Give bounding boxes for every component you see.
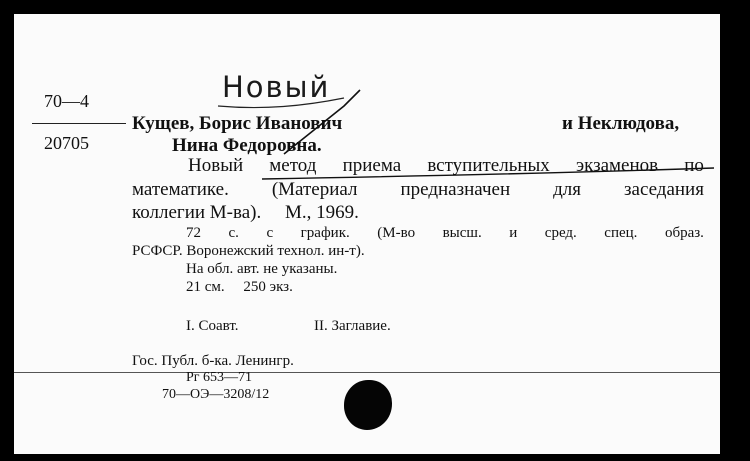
library-line: Гос. Публ. б-ка. Ленингр. [132, 353, 294, 369]
title-word: по [684, 155, 704, 176]
title-line-2 [132, 180, 704, 199]
call-number-bottom: 20705 [44, 133, 89, 153]
author-line-2: Нина Федоровна. [172, 135, 322, 156]
catalog-card [14, 14, 720, 454]
control-code-2: 70—ОЭ—3208/12 [162, 387, 270, 402]
title-word: математике. [132, 179, 229, 200]
title-word: приема [342, 155, 402, 176]
control-code-1: Рг 653—71 [186, 370, 253, 385]
title-word: предназначен [400, 179, 511, 200]
desc-word: с [266, 225, 274, 241]
title-word: (Материал [271, 179, 358, 200]
desc-word: 72 [186, 225, 201, 241]
title-word: вступительных [427, 155, 550, 176]
tracing-title: II. Заглавие. [314, 318, 391, 334]
description-line-3: На обл. авт. не указаны. [186, 261, 338, 277]
title-word: Новый [188, 155, 244, 176]
author-line-left: Кущев, Борис Иванович [132, 113, 343, 134]
desc-word: с. [228, 225, 239, 241]
desc-word: спец. [604, 225, 638, 241]
title-word: заседания [624, 179, 704, 200]
call-number-divider [32, 123, 126, 124]
desc-word: образ. [664, 225, 704, 241]
desc-word: и [509, 225, 518, 241]
title-word: метод [269, 155, 317, 176]
handwritten-note: Новый [222, 70, 331, 104]
card-bottom-rule [14, 372, 720, 373]
desc-word: высш. [442, 225, 482, 241]
description-line-1 [186, 226, 704, 241]
description-line-4: 21 см. 250 экз. [186, 279, 293, 295]
tracing-coauthor: I. Соавт. [186, 318, 239, 334]
title-word: экзаменов [575, 155, 659, 176]
author-line-right: и Неклюдова, [562, 113, 680, 134]
title-line-3: коллегии М-ва). М., 1969. [132, 202, 359, 223]
desc-word: график. [300, 225, 350, 241]
desc-word: (М-во [377, 225, 416, 241]
description-line-2: РСФСР. Воронежский технол. ин-т). [132, 243, 365, 259]
desc-word: сред. [544, 225, 577, 241]
call-number-top: 70—4 [44, 91, 89, 111]
title-word: для [553, 179, 581, 200]
title-line-1 [188, 156, 704, 175]
ink-blot [344, 380, 392, 430]
